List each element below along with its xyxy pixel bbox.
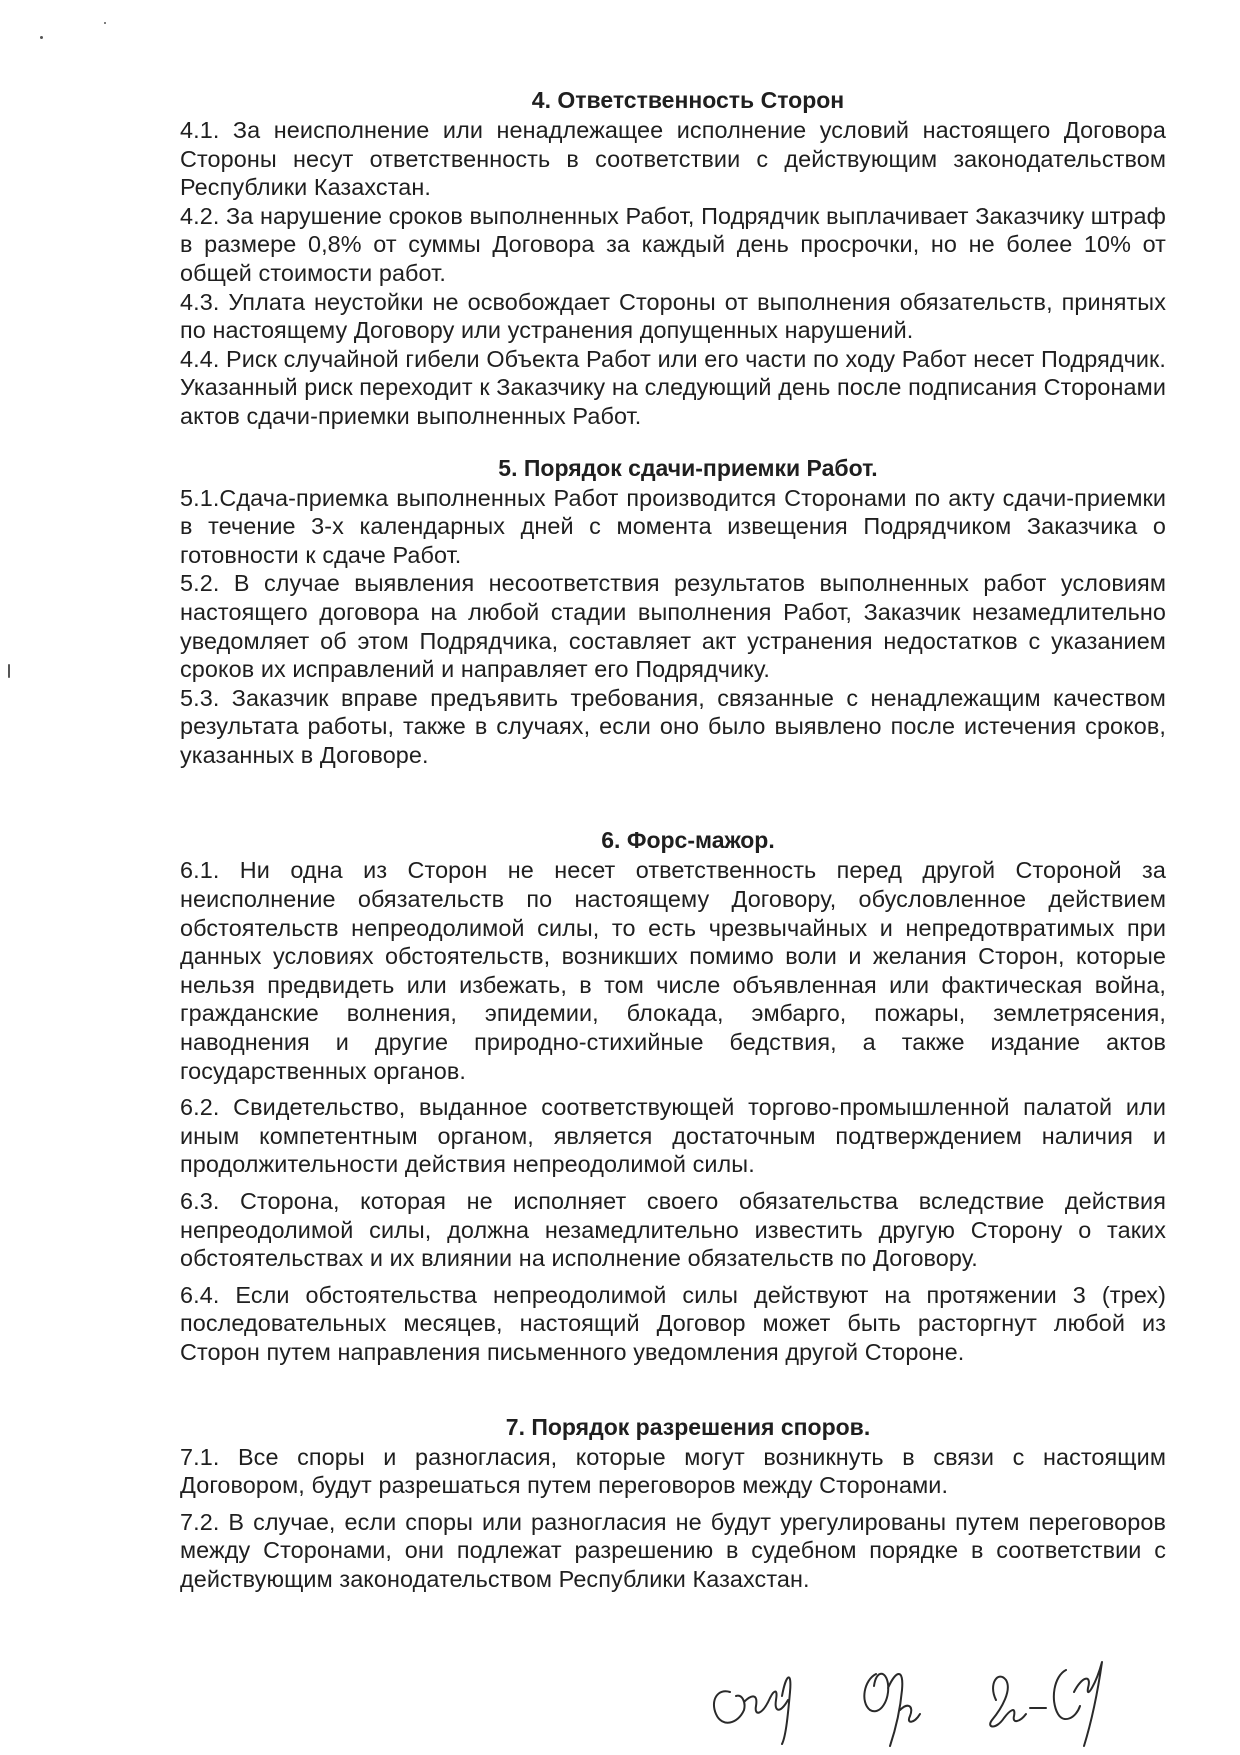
clause-4-4: 4.4. Риск случайной гибели Объекта Работ или его части по ходу Работ несет Подрядчик. Указанный риск переходит к Заказчику на следующий день после подписания Сторонами актов сдачи-приемки выполненных Работ. bbox=[180, 345, 1166, 429]
signatures bbox=[700, 1640, 1180, 1750]
signature-mark bbox=[714, 1677, 790, 1744]
clause-5-3: 5.3. Заказчик вправе предъявить требования, связанные с ненадлежащим качеством результата работы, также в случаях, если оно было выявлено после истечения сроков, указанных в Договоре. bbox=[180, 684, 1166, 768]
clause-6-4: 6.4. Если обстоятельства непреодолимой силы действуют на протяжении 3 (трех) последовательных месяцев, настоящий Договор может быть расторгнут любой из Сторон путем направления письменного уведомления другой Стороне. bbox=[180, 1281, 1166, 1365]
section-responsibility bbox=[180, 86, 1166, 431]
section-title: 5. Порядок сдачи-приемки Работ. bbox=[498, 454, 878, 481]
clause-4-3: 4.3. Уплата неустойки не освобождает Стороны от выполнения обязательств, принятых по настоящему Договору или устранения допущенных нарушений. bbox=[180, 288, 1166, 344]
clause-7-2: 7.2. В случае, если споры или разногласия не будут урегулированы путем переговоров между Сторонами, они подлежат разрешению в судебном порядке в соответствии с действующим законодательством Республики Казахстан. bbox=[180, 1508, 1166, 1592]
section-acceptance bbox=[180, 454, 1166, 770]
section-disputes bbox=[180, 1413, 1166, 1594]
section-title: 7. Порядок разрешения споров. bbox=[505, 1413, 871, 1440]
scan-speck bbox=[8, 664, 10, 678]
signature-mark bbox=[990, 1662, 1102, 1746]
clause-6-1: 6.1. Ни одна из Сторон не несет ответственность перед другой Стороной за неисполнение обязательств по настоящему Договору, обусловленное действием обстоятельств непреодолимой силы, то есть чрезвычайных и непредотвратимых при данных условиях обстоятельств, возникших помимо воли и желания Сторон, которые нельзя предвидеть или избежать, в том числе объявленная или фактическая война, гражданские волнения, эпидемии, блокада, эмбарго, пожары, землетрясения, наводнения и другие природно-стихийные бедствия, а также издание актов государственных органов. bbox=[180, 857, 1166, 1084]
clause-6-3: 6.3. Сторона, которая не исполняет своего обязательства вследствие действия непреодолимой силы, должна незамедлительно известить другую Сторону о таких обстоятельствах и их влиянии на исполнение обязательств по Договору. bbox=[180, 1188, 1166, 1272]
signature-mark bbox=[864, 1674, 920, 1746]
clause-5-1: 5.1.Сдача-приемка выполненных Работ производится Сторонами по акту сдачи-приемки в течение 3-х календарных дней с момента извещения Подрядчиком Заказчика о готовности к сдаче Работ. bbox=[180, 484, 1166, 568]
document-page bbox=[180, 86, 1166, 1594]
scan-speck bbox=[104, 22, 106, 24]
section-title: 4. Ответственность Сторон bbox=[531, 87, 845, 113]
section-force-majeure bbox=[180, 826, 1166, 1366]
section-title: 6. Форс-мажор. bbox=[601, 827, 775, 854]
clause-6-2: 6.2. Свидетельство, выданное соответствующей торгово-промышленной палатой или иным компетентным органом, является достаточным подтверждением наличия и продолжительности действия непреодолимой силы. bbox=[180, 1094, 1166, 1178]
scan-speck bbox=[40, 36, 43, 39]
clause-4-2: 4.2. За нарушение сроков выполненных Работ, Подрядчик выплачивает Заказчику штраф в размере 0,8% от суммы Договора за каждый день просрочки, но не более 10% от общей стоимости работ. bbox=[180, 202, 1166, 286]
clause-4-1: 4.1. За неисполнение или ненадлежащее исполнение условий настоящего Договора Стороны несут ответственность в соответствии с действующим законодательством Республики Казахстан. bbox=[180, 117, 1166, 201]
handwritten-signatures bbox=[700, 1640, 1180, 1750]
clause-7-1: 7.1. Все споры и разногласия, которые могут возникнуть в связи с настоящим Договором, будут разрешаться путем переговоров между Сторонами. bbox=[180, 1443, 1166, 1499]
clause-5-2: 5.2. В случае выявления несоответствия результатов выполненных работ условиям настоящего договора на любой стадии выполнения Работ, Заказчик незамедлительно уведомляет об этом Подрядчика, составляет акт устранения недостатков с указанием сроков их исправлений и направляет его Подрядчику. bbox=[180, 570, 1166, 683]
